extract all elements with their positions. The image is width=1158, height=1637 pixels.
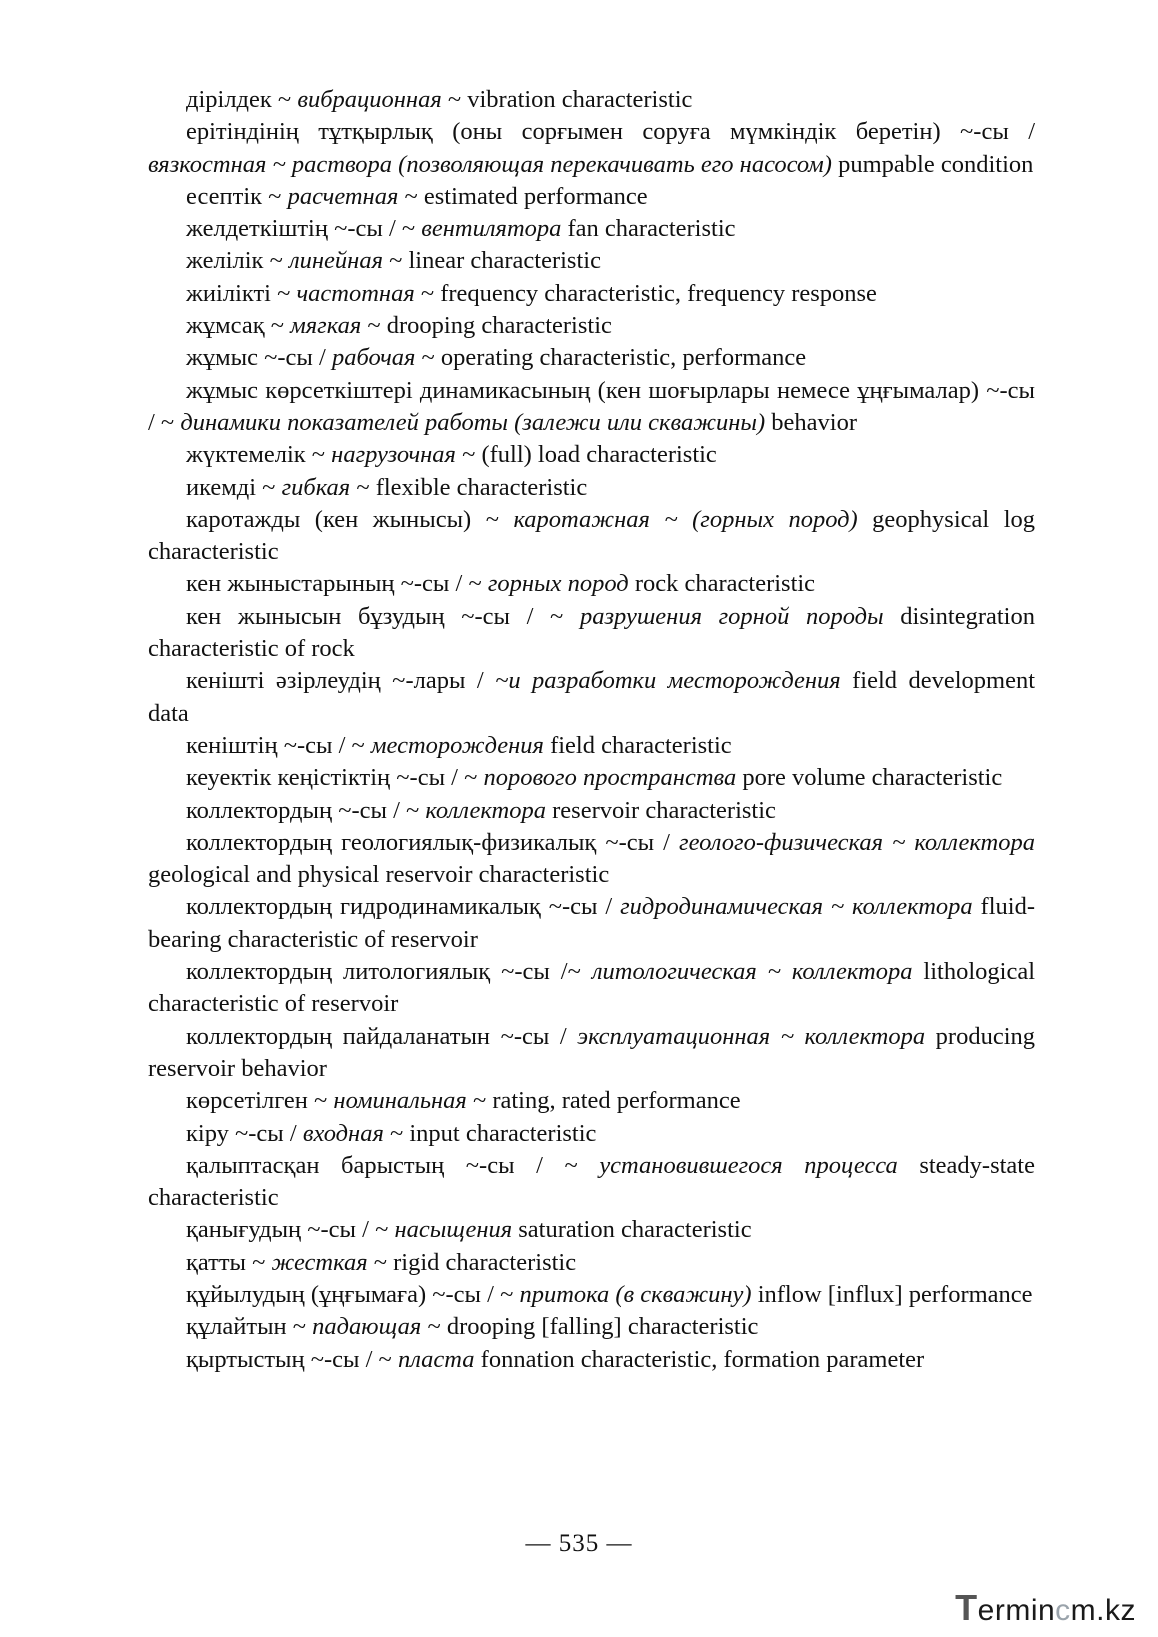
entry-text: field development data bbox=[148, 667, 1035, 727]
entry-text: geophysical log characteristic bbox=[148, 505, 1036, 566]
entry-text: pumpable condition bbox=[831, 150, 1034, 178]
russian-term: жесткая bbox=[271, 1248, 368, 1276]
entry-text: құйылудың (ұңғымаға) ~-сы / ~ bbox=[186, 1280, 520, 1308]
entry-text: rock characteristic bbox=[628, 570, 816, 598]
russian-term: номинальная bbox=[333, 1087, 467, 1115]
dictionary-entry bbox=[148, 310, 1035, 342]
logo-text-o: c bbox=[1055, 1594, 1071, 1627]
entry-text: producing reservoir behavior bbox=[148, 1022, 1036, 1082]
entry-text: ~ (full) load characteristic bbox=[455, 441, 717, 469]
russian-term: вентилятора bbox=[421, 215, 562, 243]
entry-text: қалыптасқан барыстың ~-сы / ~ bbox=[186, 1151, 600, 1179]
dictionary-entry bbox=[148, 762, 1035, 794]
entry-text: behavior bbox=[765, 408, 857, 436]
russian-term: месторождения bbox=[370, 731, 544, 759]
logo-text-b: m.kz bbox=[1070, 1594, 1136, 1627]
russian-term: каротажная ~ (горных пород) bbox=[513, 505, 858, 533]
russian-term: гидродинамическая ~ коллектора bbox=[620, 893, 973, 921]
logo-text-a: ermin bbox=[977, 1594, 1056, 1627]
entry-text: ~ linear characteristic bbox=[382, 247, 601, 275]
russian-term: пласта bbox=[397, 1345, 475, 1373]
entry-text: ~ flexible characteristic bbox=[350, 473, 588, 501]
entry-text: geological and physical reservoir characteristic bbox=[148, 861, 610, 889]
entry-text: кеніштің ~-сы / ~ bbox=[186, 731, 371, 759]
dictionary-entry bbox=[148, 1344, 1035, 1376]
russian-term: литологическая ~ коллектора bbox=[591, 958, 913, 986]
dictionary-entries bbox=[148, 84, 1035, 1376]
entry-text: кен жынысын бұзудың ~-сы / ~ bbox=[186, 602, 580, 630]
russian-term: ~и разработки месторождения bbox=[495, 667, 841, 695]
russian-term: горных пород bbox=[487, 570, 629, 598]
dictionary-entry bbox=[148, 213, 1035, 245]
entry-text: кеніштi әзірлеудің ~-лары / bbox=[186, 667, 496, 695]
entry-text: steady-state characteristic bbox=[148, 1151, 1035, 1212]
dictionary-entry bbox=[148, 342, 1035, 374]
russian-term: гибкая bbox=[281, 473, 351, 501]
entry-text: қатты ~ bbox=[186, 1248, 272, 1276]
russian-term: вибрационная bbox=[297, 86, 442, 113]
entry-text: fluid-bearing characteristic of reservoir bbox=[148, 893, 1035, 953]
entry-text: кіру ~-сы / bbox=[186, 1119, 303, 1147]
entry-text: қыртыстың ~-сы / ~ bbox=[186, 1345, 398, 1373]
dictionary-entry bbox=[148, 504, 1035, 569]
russian-term: притока (в скважину) bbox=[519, 1280, 752, 1308]
dictionary-entry bbox=[148, 1021, 1035, 1086]
entry-text: жұмыс көрсеткіштері динамикасының (кен шоғырлары немесе ұңғымалар) ~-сы / ~ bbox=[148, 376, 1035, 436]
entry-text: ~ operating characteristic, performance bbox=[415, 344, 807, 372]
dictionary-entry bbox=[148, 472, 1035, 504]
dictionary-entry bbox=[148, 827, 1035, 892]
entry-text: ~ frequency characteristic, frequency response bbox=[414, 279, 877, 307]
dictionary-entry bbox=[148, 601, 1035, 666]
entry-text: құлайтын ~ bbox=[186, 1313, 313, 1341]
russian-term: эксплуатационная ~ коллектора bbox=[577, 1022, 926, 1050]
entry-text: икемді ~ bbox=[186, 473, 282, 501]
russian-term: падающая bbox=[312, 1313, 422, 1341]
russian-term: разрушения горной породы bbox=[579, 602, 884, 630]
dictionary-entry bbox=[148, 730, 1035, 762]
page-number: — 535 — bbox=[525, 1530, 633, 1557]
entry-text: field characteristic bbox=[543, 731, 732, 759]
entry-text: ерітіндінің тұтқырлық (оны сорғымен соруға мүмкіндік беретін) ~-сы / bbox=[186, 118, 1035, 146]
entry-text: fan characteristic bbox=[561, 215, 736, 243]
entry-text: көрсетілген ~ bbox=[186, 1087, 334, 1115]
entry-text: есептік ~ bbox=[186, 182, 288, 210]
dictionary-entry bbox=[148, 181, 1035, 213]
dictionary-entry bbox=[148, 1150, 1035, 1215]
entry-text: ~ vibration characteristic bbox=[441, 86, 693, 113]
dictionary-entry bbox=[148, 375, 1035, 440]
dictionary-entry bbox=[148, 439, 1035, 471]
dictionary-entry bbox=[148, 84, 1035, 116]
entry-text: ~ drooping [falling] characteristic bbox=[421, 1313, 759, 1341]
entry-text: fonnation characteristic, formation parameter bbox=[474, 1345, 925, 1373]
entry-text: ~ rating, rated performance bbox=[466, 1087, 741, 1115]
entry-text: коллектордың гидродинамикалық ~-сы / bbox=[186, 893, 621, 921]
entry-text: желдеткіштің ~-сы / ~ bbox=[186, 215, 422, 243]
dictionary-entry bbox=[148, 1311, 1035, 1343]
russian-term: входная bbox=[302, 1119, 384, 1147]
entry-text: коллектордың пайдаланатын ~-сы / bbox=[186, 1022, 578, 1050]
russian-term: насыщения bbox=[394, 1216, 513, 1244]
dictionary-entry bbox=[148, 1279, 1035, 1311]
russian-term: установившегося процесса bbox=[599, 1151, 898, 1179]
entry-text: saturation characteristic bbox=[512, 1216, 752, 1244]
dictionary-entry bbox=[148, 116, 1035, 181]
russian-term: частотная bbox=[296, 279, 415, 307]
dictionary-entry bbox=[148, 278, 1035, 310]
russian-term: расчетная bbox=[287, 182, 399, 210]
dictionary-entry bbox=[148, 665, 1035, 730]
russian-term: вязкостная ~ раствора (позволяющая перекачивать его насосом) bbox=[148, 150, 832, 178]
dictionary-entry bbox=[148, 956, 1035, 1021]
russian-term: мягкая bbox=[290, 312, 362, 340]
entry-text: inflow [influx] performance bbox=[751, 1280, 1033, 1308]
entry-text: ~ rigid characteristic bbox=[367, 1248, 577, 1276]
russian-term: рабочая bbox=[331, 344, 416, 372]
entry-text: ~ input characteristic bbox=[383, 1119, 597, 1147]
dictionary-entry bbox=[148, 1214, 1035, 1246]
russian-term: динамики показателей работы (залежи или скважины) bbox=[180, 408, 766, 436]
entry-text: disintegration characteristic of rock bbox=[148, 602, 1035, 663]
entry-text: жүктемелік ~ bbox=[186, 441, 332, 469]
entry-text: жұмсақ ~ bbox=[186, 312, 291, 340]
entry-text: reservoir characteristic bbox=[546, 796, 776, 824]
entry-text: lithological characteristic of reservoir bbox=[148, 958, 1036, 1018]
dictionary-entry bbox=[148, 1085, 1035, 1117]
entry-text: кеуектік кеңістіктің ~-сы / ~ bbox=[186, 764, 484, 792]
entry-text: желілік ~ bbox=[186, 247, 289, 275]
dictionary-entry bbox=[148, 1247, 1035, 1279]
entry-text: коллектордың ~-сы / ~ bbox=[186, 796, 426, 824]
entry-text: қанығудың ~-сы / ~ bbox=[186, 1216, 395, 1244]
termincom-logo[interactable] bbox=[955, 1587, 1136, 1629]
russian-term: геолого-физическая ~ коллектора bbox=[679, 828, 1035, 856]
russian-term: линейная bbox=[288, 247, 383, 275]
dictionary-entry bbox=[148, 245, 1035, 277]
russian-term: коллектора bbox=[425, 796, 547, 824]
entry-text: жұмыс ~-сы / bbox=[186, 344, 332, 372]
entry-text: ~ estimated performance bbox=[398, 182, 648, 210]
russian-term: порового пространства bbox=[483, 764, 737, 792]
entry-text: коллектордың геологиялық-физикалық ~-сы / bbox=[186, 828, 680, 856]
russian-term: нагрузочная bbox=[331, 441, 456, 469]
entry-text: каротажды (кен жынысы) ~ bbox=[186, 505, 514, 533]
entry-text: коллектордың литологиялық ~-сы /~ bbox=[186, 958, 592, 986]
logo-letter-t: T bbox=[955, 1587, 978, 1628]
dictionary-entry bbox=[148, 891, 1035, 956]
dictionary-entry bbox=[148, 1118, 1035, 1150]
entry-text: pore volume characteristic bbox=[736, 764, 1003, 792]
dictionary-entry bbox=[148, 568, 1035, 600]
entry-text: ~ drooping characteristic bbox=[361, 312, 612, 340]
dictionary-entry bbox=[148, 795, 1035, 827]
entry-text: дірілдек ~ bbox=[186, 86, 298, 113]
entry-text: жиілікті ~ bbox=[186, 279, 297, 307]
entry-text: кен жыныстарының ~-сы / ~ bbox=[186, 570, 488, 598]
